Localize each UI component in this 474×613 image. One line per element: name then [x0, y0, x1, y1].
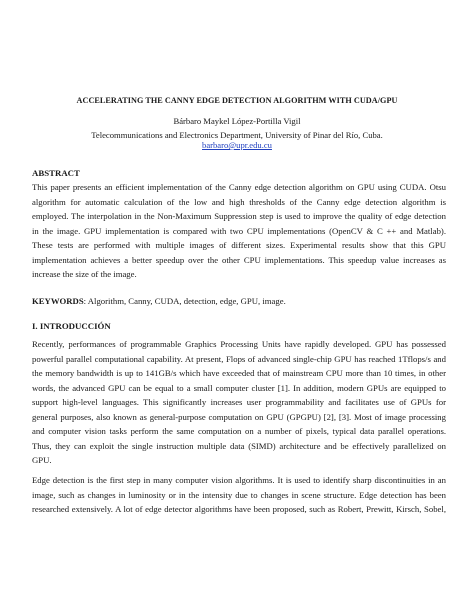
introduction-paragraph-2 — [32, 473, 446, 517]
intro-line: Edge detection is the first step in many computer vision algorithms. It is used to identify sharp discontinuities in an — [32, 475, 446, 485]
intro-line: and computer vision tasks perform the same computation on a number of pixels, typical data parallel operations. — [32, 426, 446, 436]
abstract-body — [32, 180, 446, 282]
abstract-line: increase the size of the image. — [32, 269, 137, 279]
abstract-heading: ABSTRACT — [32, 168, 80, 178]
author-affiliation: Telecommunications and Electronics Department, University of Pinar del Río, Cuba. — [91, 130, 383, 140]
introduction-paragraph-1 — [32, 337, 446, 468]
keywords-line — [32, 294, 446, 309]
author-email-link[interactable]: barbaro@upr.edu.cu — [202, 140, 272, 150]
intro-line: powerful parallel computational capability. At present, Flops of advanced single-chip GPU has reached 1Tflops/s and — [32, 353, 446, 364]
keywords-label: KEYWORDS — [32, 296, 84, 306]
abstract-line: employed. The interpolation in the Non-Maximum Suppression step is used to improve the quality of edge detection — [32, 211, 446, 221]
abstract-line: These tests are performed with multiple images of different sizes. Experimental results show that this GPU — [32, 240, 446, 250]
intro-line: GPU. — [32, 455, 52, 465]
intro-line: researched extensively. A lot of edge detector algorithms have been proposed, such as Robert, Prewitt, Kirsch, Sobel, — [32, 504, 446, 514]
abstract-line: algorithm for automatic calculation of the low and high thresholds of the Canny edge detection algorithm is — [32, 196, 446, 207]
abstract-line: This paper presents an efficient implementation of the Canny edge detection algorithm on GPU using CUDA. Otsu — [32, 182, 446, 192]
keywords-text: : Algorithm, Canny, CUDA, detection, edge, GPU, image. — [83, 296, 286, 306]
intro-line: the memory bandwidth is up to 141GB/s which have exceeded that of mainstream CPU more than 10 times, in other — [32, 368, 446, 378]
abstract-line: in the image. GPU implementation is compared with two CPU implementations (OpenCV & C ++ and Matlab). — [32, 225, 446, 236]
intro-line: general purposes, also known as general-purpose computation on GPU (GPGPU) [2], [3]. Most of image processing — [32, 411, 446, 422]
author-email-line — [0, 140, 474, 150]
author-name: Bárbaro Maykel López-Portilla Vigil — [173, 116, 301, 126]
intro-line: image, such as changes in luminosity or in the intensity due to changes in scene structure. Edge detection has been — [32, 489, 446, 500]
intro-line: words, the advanced GPU can be equal to a small computer cluster [1]. In addition, modern GPUs are equipped to — [32, 382, 446, 393]
abstract-line: implementation achieves a better speedup over the other CPU implementations. This speedup value increases as — [32, 254, 446, 265]
intro-line: Recently, performances of programmable Graphics Processing Units have rapidly developed. GPU has possessed — [32, 339, 446, 349]
introduction-heading: I. INTRODUCCIÓN — [32, 321, 111, 331]
intro-line: support high-level languages. This significantly increases user programmability and facilitates use of GPUs for — [32, 397, 446, 407]
paper-title: ACCELERATING THE CANNY EDGE DETECTION ALGORITHM WITH CUDA/GPU — [76, 96, 398, 105]
intro-line: Thus, they can exploit the single instruction multiple data (SIMD) architecture and be effectively parallelized on — [32, 440, 446, 451]
